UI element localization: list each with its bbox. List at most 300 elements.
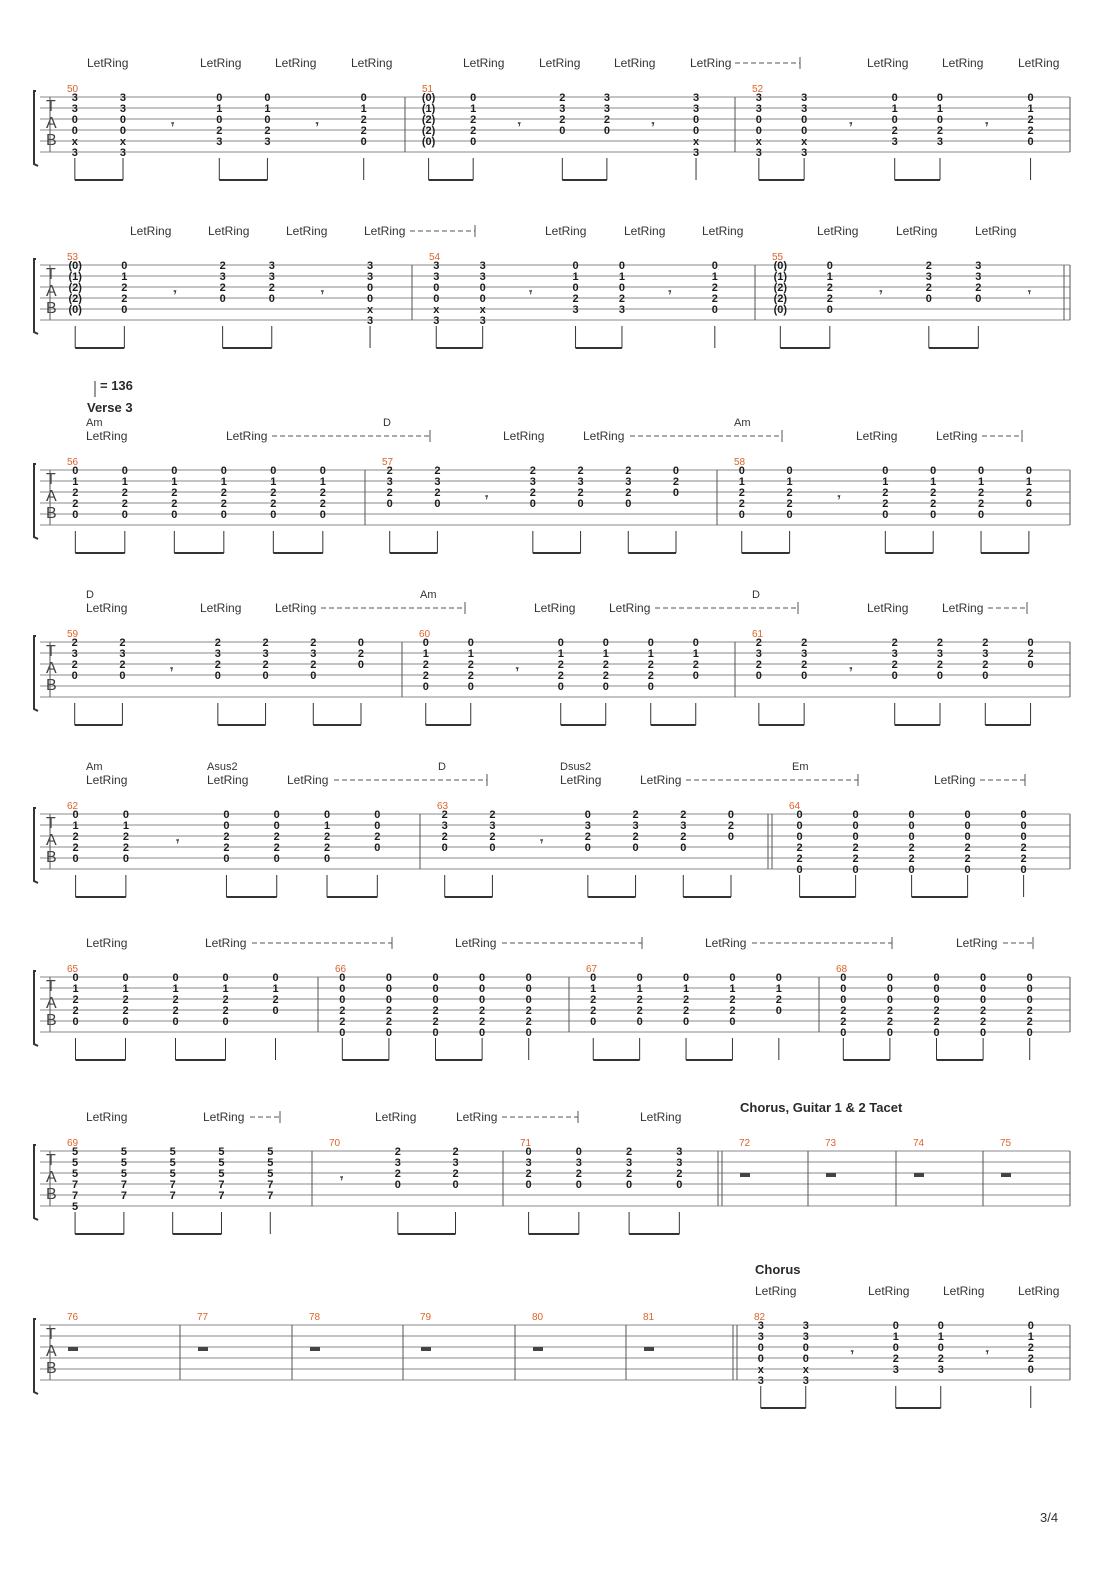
fret-number: 0 (72, 509, 79, 521)
tab-clef-letter: A (46, 115, 57, 132)
fret-number: 3 (626, 1157, 633, 1169)
let-ring-label: LetRing (856, 429, 898, 443)
fret-number: 3 (559, 103, 566, 115)
let-ring-label: LetRing (896, 224, 938, 238)
fret-number: (1) (68, 271, 82, 283)
fret-number: 2 (636, 1005, 643, 1017)
fret-number: 2 (122, 842, 129, 854)
measure-number: 51 (422, 84, 434, 95)
fret-number: 0 (1020, 864, 1027, 876)
fret-number: 2 (441, 809, 448, 821)
fret-number: 2 (273, 831, 280, 843)
fret-number: 2 (936, 637, 944, 649)
fret-number: 2 (374, 831, 381, 843)
eighth-rest: 𝄾 (171, 119, 175, 131)
fret-number: 0 (72, 853, 79, 865)
let-ring-label: LetRing (375, 1110, 417, 1124)
fret-number: 0 (930, 509, 937, 521)
tab-clef-letter: B (46, 505, 57, 522)
fret-number: 0 (422, 681, 429, 693)
fret-number: 0 (618, 260, 626, 272)
fret-number: x (692, 136, 700, 148)
fret-number: 0 (755, 114, 762, 126)
fret-number: 7 (218, 1190, 225, 1202)
fret-number: 2 (975, 282, 982, 294)
fret-number: 0 (374, 820, 381, 832)
fret-number: 0 (1027, 92, 1034, 104)
fret-number: 1 (220, 476, 227, 488)
fret-number: 3 (479, 315, 486, 327)
let-ring-label: LetRing (560, 773, 602, 787)
fret-number: 0 (729, 1016, 736, 1028)
fret-number: 0 (479, 983, 486, 995)
fret-number: 0 (339, 972, 346, 984)
fret-number: 2 (738, 498, 745, 510)
fret-number: 2 (223, 831, 230, 843)
measure-number: 54 (429, 252, 441, 263)
fret-number: 0 (786, 509, 793, 521)
eighth-rest: 𝄾 (540, 836, 544, 848)
fret-number: 0 (936, 114, 944, 126)
fret-number: 5 (218, 1157, 225, 1169)
fret-number: 0 (273, 809, 280, 821)
fret-number: x (802, 1364, 809, 1376)
fret-number: 2 (72, 994, 79, 1006)
eighth-rest: 𝄾 (315, 119, 319, 131)
chord-name: Am (86, 761, 103, 773)
fret-number: 3 (119, 103, 127, 115)
fret-number: 0 (525, 994, 532, 1006)
tab-clef-letter: B (46, 677, 57, 694)
let-ring-label: LetRing (867, 601, 909, 615)
fret-number: 2 (262, 637, 269, 649)
fret-number: 2 (632, 831, 639, 843)
fret-number: 3 (433, 315, 440, 327)
fret-number: 3 (892, 1364, 899, 1376)
fret-number: 2 (908, 853, 915, 865)
chord-name: Am (86, 417, 103, 429)
fret-number: 2 (647, 659, 654, 671)
measure-number: 56 (67, 457, 79, 468)
fret-number: 2 (219, 260, 226, 272)
tab-clef-letter: B (46, 849, 57, 866)
fret-number: 2 (220, 498, 227, 510)
measure-number: 79 (420, 1312, 432, 1323)
fret-number: 0 (647, 637, 654, 649)
fret-number: 3 (937, 1364, 944, 1376)
fret-number: 5 (72, 1157, 79, 1169)
fret-number: 0 (479, 282, 486, 294)
measure-number: 50 (67, 84, 79, 95)
fret-number: 2 (559, 114, 566, 126)
tab-clef-letter: T (46, 1326, 56, 1343)
fret-number: 0 (852, 809, 859, 821)
fret-number: 7 (72, 1190, 79, 1202)
fret-number: 0 (122, 972, 129, 984)
fret-number: 1 (826, 271, 833, 283)
fret-number: x (71, 136, 78, 148)
fret-number: 0 (171, 465, 178, 477)
system-bracket (34, 259, 38, 334)
fret-number: 2 (676, 1168, 683, 1180)
fret-number: 2 (964, 842, 971, 854)
fret-number: 5 (267, 1168, 274, 1180)
fret-number: 1 (786, 476, 793, 488)
let-ring-label: LetRing (583, 429, 625, 443)
fret-number: 0 (964, 864, 971, 876)
measure-number: 59 (67, 629, 79, 640)
let-ring-label: LetRing (86, 429, 128, 443)
fret-number: 1 (590, 983, 597, 995)
fret-number: 3 (119, 648, 126, 660)
fret-number: 0 (757, 1353, 764, 1365)
fret-number: x (801, 136, 808, 148)
fret-number: 0 (584, 809, 591, 821)
fret-number: 1 (892, 1331, 899, 1343)
fret-number: 3 (71, 103, 78, 115)
fret-number: 2 (214, 659, 221, 671)
fret-number: 2 (529, 487, 536, 499)
fret-number: 3 (525, 1157, 532, 1169)
fret-number: 0 (692, 125, 700, 137)
fret-number: 0 (272, 972, 279, 984)
fret-number: 1 (323, 820, 331, 832)
fret-number: 5 (169, 1157, 176, 1169)
chord-name: Asus2 (207, 761, 238, 773)
let-ring-label: LetRing (286, 224, 328, 238)
let-ring-label: LetRing (200, 56, 242, 70)
fret-number: 2 (525, 1005, 532, 1017)
fret-number: 0 (936, 92, 944, 104)
fret-number: 0 (357, 637, 365, 649)
fret-number: 0 (1027, 136, 1034, 148)
fret-number: 0 (432, 983, 439, 995)
tempo-marking: = 136 (100, 378, 133, 393)
fret-number: 0 (802, 1353, 809, 1365)
fret-number: 0 (452, 1179, 459, 1191)
fret-number: 5 (169, 1168, 176, 1180)
fret-number: 0 (886, 994, 893, 1006)
let-ring-label: LetRing (203, 1110, 245, 1124)
fret-number: 2 (572, 293, 579, 305)
fret-number: 0 (796, 864, 803, 876)
fret-number: 3 (925, 271, 932, 283)
fret-number: 0 (886, 972, 893, 984)
fret-number: 2 (1027, 125, 1034, 137)
fret-number: 0 (479, 1027, 486, 1039)
whole-rest (533, 1347, 543, 1351)
fret-number: 5 (218, 1168, 225, 1180)
eighth-rest: 𝄾 (515, 664, 519, 676)
fret-number: 2 (891, 659, 898, 671)
fret-number: 3 (264, 136, 271, 148)
let-ring-label: LetRing (936, 429, 978, 443)
measure-number: 68 (836, 964, 848, 975)
whole-rest (1001, 1173, 1011, 1177)
fret-number: 0 (729, 972, 736, 984)
fret-number: 2 (386, 487, 393, 499)
fret-number: 0 (72, 465, 79, 477)
eighth-rest: 𝄾 (173, 287, 177, 299)
eighth-rest: 𝄾 (529, 287, 533, 299)
fret-number: 2 (434, 487, 441, 499)
fret-number: 1 (711, 271, 718, 283)
fret-number: 2 (647, 670, 654, 682)
fret-number: x (755, 136, 762, 148)
let-ring-label: LetRing (351, 56, 393, 70)
fret-number: 2 (982, 637, 989, 649)
fret-number: x (366, 304, 374, 316)
fret-number: 3 (310, 648, 317, 660)
fret-number: 0 (525, 1146, 532, 1158)
fret-number: 2 (557, 670, 564, 682)
fret-number: 0 (727, 831, 735, 843)
fret-number: 0 (572, 260, 579, 272)
fret-number: 0 (273, 853, 280, 865)
fret-number: 2 (71, 637, 78, 649)
fret-number: 1 (172, 983, 179, 995)
fret-number: 5 (120, 1157, 127, 1169)
fret-number: 0 (557, 637, 564, 649)
fret-number: 0 (357, 659, 365, 671)
fret-number: 2 (422, 670, 429, 682)
fret-number: 0 (930, 465, 937, 477)
fret-number: 0 (602, 681, 609, 693)
chord-name: Am (420, 589, 437, 601)
fret-number: 1 (977, 476, 985, 488)
fret-number: 0 (262, 670, 269, 682)
measure-number: 63 (437, 801, 449, 812)
fret-number: 0 (72, 1016, 79, 1028)
fret-number: 3 (676, 1157, 683, 1169)
fret-number: 2 (119, 637, 126, 649)
fret-number: 0 (489, 842, 496, 854)
fret-number: 3 (757, 1320, 764, 1332)
measure-number: 60 (419, 629, 431, 640)
fret-number: 2 (479, 1005, 486, 1017)
fret-number: 2 (171, 498, 178, 510)
fret-number: 0 (980, 1027, 987, 1039)
fret-number: 2 (72, 842, 79, 854)
let-ring-label: LetRing (275, 56, 317, 70)
fret-number: 2 (977, 498, 985, 510)
fret-number: 2 (310, 637, 317, 649)
tab-clef-letter: B (46, 300, 57, 317)
fret-number: 0 (692, 114, 700, 126)
eighth-rest: 𝄾 (849, 119, 853, 131)
let-ring-label: LetRing (86, 601, 128, 615)
fret-number: 2 (262, 659, 269, 671)
fret-number: 0 (222, 1016, 229, 1028)
let-ring-label: LetRing (942, 56, 984, 70)
fret-number: 2 (908, 842, 915, 854)
fret-number: 2 (682, 994, 690, 1006)
system-bracket (34, 971, 38, 1046)
fret-number: 0 (222, 972, 229, 984)
tab-system (34, 378, 1070, 553)
fret-number: 2 (489, 831, 496, 843)
fret-number: 3 (479, 271, 486, 283)
fret-number: 3 (982, 648, 989, 660)
fret-number: 2 (557, 659, 564, 671)
fret-number: 0 (1027, 637, 1034, 649)
fret-number: 1 (738, 476, 745, 488)
fret-number: 0 (682, 1016, 690, 1028)
fret-number: 0 (636, 972, 643, 984)
fret-number: 0 (122, 1016, 129, 1028)
fret-number: 5 (218, 1146, 225, 1158)
fret-number: 0 (479, 994, 486, 1006)
fret-number: 0 (223, 809, 230, 821)
whole-rest (421, 1347, 431, 1351)
fret-number: 3 (71, 92, 78, 104)
fret-number: 2 (1026, 1005, 1033, 1017)
measure-number: 73 (825, 1138, 837, 1149)
fret-number: x (479, 304, 486, 316)
fret-number: 2 (577, 487, 584, 499)
let-ring-label: LetRing (455, 936, 497, 950)
measure-number: 78 (309, 1312, 321, 1323)
fret-number: 2 (452, 1146, 459, 1158)
fret-number: 0 (801, 670, 808, 682)
fret-number: 0 (796, 820, 803, 832)
fret-number: (0) (773, 304, 788, 316)
fret-number: 2 (930, 487, 937, 499)
fret-number: 7 (120, 1179, 127, 1191)
fret-number: 0 (121, 304, 128, 316)
fret-number: 3 (692, 103, 700, 115)
fret-number: 0 (366, 282, 374, 294)
eighth-rest: 𝄾 (170, 664, 174, 676)
fret-number: 0 (676, 1179, 683, 1191)
fret-number: 2 (1027, 1342, 1034, 1354)
let-ring-label: LetRing (640, 773, 682, 787)
fret-number: 2 (385, 1005, 392, 1017)
let-ring-label: LetRing (456, 1110, 498, 1124)
let-ring-label: LetRing (287, 773, 329, 787)
fret-number: x (119, 136, 127, 148)
let-ring-label: LetRing (609, 601, 651, 615)
fret-number: 0 (71, 670, 78, 682)
fret-number: 2 (590, 994, 597, 1006)
fret-number: 0 (682, 972, 690, 984)
fret-number: 2 (441, 831, 448, 843)
fret-number: 0 (470, 92, 477, 104)
let-ring-label: LetRing (545, 224, 587, 238)
fret-number: 0 (727, 809, 735, 821)
fret-number: 3 (479, 260, 486, 272)
fret-number: 2 (264, 125, 271, 137)
fret-number: 0 (977, 465, 985, 477)
fret-number: 0 (323, 853, 331, 865)
fret-number: 0 (882, 509, 889, 521)
let-ring-label: LetRing (705, 936, 747, 950)
eighth-rest: 𝄾 (1027, 287, 1031, 299)
fret-number: 0 (908, 831, 915, 843)
system-bracket (34, 464, 38, 539)
eighth-rest: 𝄾 (485, 492, 489, 504)
fret-number: 0 (220, 509, 227, 521)
fret-number: 3 (975, 260, 982, 272)
fret-number: (2) (773, 282, 788, 294)
fret-number: x (757, 1364, 764, 1376)
measure-number: 58 (734, 457, 746, 468)
fret-number: 0 (891, 114, 898, 126)
tab-clef-letter: A (46, 283, 57, 300)
fret-number: 2 (584, 831, 591, 843)
fret-number: 0 (886, 983, 893, 995)
fret-number: 3 (801, 92, 808, 104)
fret-number: 1 (937, 1331, 944, 1343)
fret-number: 0 (525, 1027, 532, 1039)
fret-number: 2 (72, 831, 79, 843)
fret-number: 0 (268, 293, 275, 305)
fret-number: 0 (223, 820, 230, 832)
fret-number: 1 (618, 271, 626, 283)
whole-rest (826, 1173, 836, 1177)
fret-number: 2 (223, 842, 230, 854)
tab-system (34, 1262, 1070, 1408)
fret-number: 0 (982, 670, 989, 682)
fret-number: (1) (421, 103, 436, 115)
fret-number: 0 (840, 983, 847, 995)
fret-number: 1 (264, 103, 271, 115)
let-ring-label: LetRing (463, 56, 505, 70)
fret-number: 2 (980, 1016, 987, 1028)
fret-number: 3 (891, 648, 898, 660)
fret-number: 0 (801, 114, 808, 126)
fret-number: 0 (216, 92, 223, 104)
fret-number: 1 (272, 983, 279, 995)
fret-number: 2 (432, 1005, 439, 1017)
fret-number: 0 (755, 125, 762, 137)
fret-number: 2 (394, 1146, 401, 1158)
fret-number: 2 (891, 125, 898, 137)
fret-number: 0 (72, 809, 79, 821)
tab-clef-letter: A (46, 1169, 57, 1186)
fret-number: (0) (421, 92, 436, 104)
measure-number: 75 (1000, 1138, 1012, 1149)
eighth-rest: 𝄾 (879, 287, 883, 299)
fret-number: 3 (757, 1331, 764, 1343)
fret-number: 3 (386, 476, 393, 488)
fret-number: 0 (980, 994, 987, 1006)
fret-number: 0 (366, 293, 374, 305)
measure-number: 82 (754, 1312, 766, 1323)
fret-number: 7 (169, 1179, 176, 1191)
fret-number: 2 (121, 293, 128, 305)
eighth-rest: 𝄾 (517, 119, 521, 131)
fret-number: 0 (680, 842, 687, 854)
fret-number: 0 (801, 125, 808, 137)
tab-clef-letter: A (46, 832, 57, 849)
fret-number: 2 (386, 465, 393, 477)
fret-number: 2 (964, 853, 971, 865)
tab-system (34, 761, 1070, 897)
fret-number: 0 (757, 1342, 764, 1354)
let-ring-label: LetRing (86, 936, 128, 950)
fret-number: 2 (172, 1005, 179, 1017)
tab-clef-letter: T (46, 266, 56, 283)
fret-number: 2 (172, 994, 179, 1006)
fret-number: 3 (71, 648, 78, 660)
fret-number: 0 (891, 92, 898, 104)
fret-number: 2 (394, 1168, 401, 1180)
whole-rest (198, 1347, 208, 1351)
fret-number: 3 (603, 92, 610, 104)
fret-number: 2 (727, 820, 735, 832)
fret-number: 1 (692, 648, 699, 660)
